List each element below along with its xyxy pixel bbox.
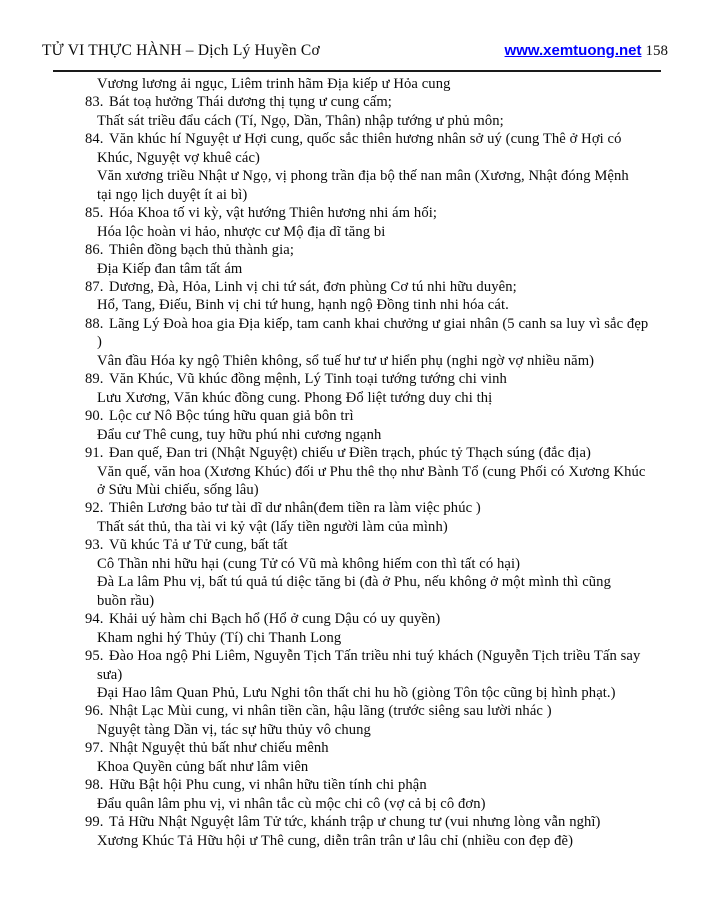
continuation-line [0, 389, 705, 407]
numbered-line [0, 776, 705, 794]
line-text: Khúc, Nguyệt vợ khuê các) [97, 149, 260, 166]
continuation-line [0, 186, 705, 204]
line-text: Đẩu quân lâm phu vị, vi nhân tắc cù mộc chi cô (vợ cả bị cô đơn) [97, 795, 486, 812]
header-right [505, 42, 668, 60]
continuation-line [0, 592, 705, 610]
line-text: Hổ, Tang, Điếu, Binh vị chi tứ hung, hạnh ngộ Đồng tinh nhi hóa cát. [97, 297, 509, 314]
line-text: Vũ khúc Tả ư Tử cung, bất tất [109, 537, 288, 554]
line-text: Nhật Lạc Mùi cung, vi nhân tiền cần, hậu lãng (trước siêng sau lười nhác ) [109, 703, 552, 720]
line-text: Nguyệt tàng Dần vị, tác sự hữu thủy vô chung [97, 721, 371, 738]
numbered-line [0, 370, 705, 388]
page-header [42, 42, 668, 60]
line-text: Khoa Quyền củng bất như lâm viên [97, 758, 309, 775]
continuation-line [0, 684, 705, 702]
line-text: Đan quế, Đan tri (Nhật Nguyệt) chiếu ư Điền trạch, phúc tỷ Thạch súng (đắc địa) [109, 445, 591, 462]
continuation-line [0, 832, 705, 850]
line-text: Văn xương triều Nhật ư Ngọ, vị phong trần địa bộ thế nan mân (Xương, Nhật đóng Mệnh [97, 168, 629, 185]
line-text: ở Sửu Mùi chiếu, sống lâu) [97, 481, 259, 498]
line-text: Thất sát thủ, tha tài vi kỷ vật (lấy tiền người làm của mình) [97, 518, 448, 535]
continuation-line [0, 167, 705, 185]
page-number: 158 [645, 43, 668, 59]
continuation-line [0, 296, 705, 314]
item-number: 91. [85, 445, 104, 462]
numbered-line [0, 702, 705, 720]
continuation-line [0, 629, 705, 647]
line-text: Đại Hao lâm Quan Phủ, Lưu Nghi tôn thất chi hu hồ (giòng Tôn tộc cũng bị hình phạt.) [97, 684, 616, 701]
numbered-line [0, 315, 705, 333]
continuation-line [0, 149, 705, 167]
item-number: 89. [85, 371, 104, 388]
line-text: Lưu Xương, Văn khúc đồng cung. Phong Đổ liệt tướng duy chi thị [97, 389, 493, 406]
continuation-line [0, 426, 705, 444]
line-text: Thiên Lương bảo tư tài dĩ dư nhân(đem tiền ra làm việc phúc ) [109, 500, 481, 517]
line-text: Lộc cư Nô Bộc túng hữu quan giả bôn trì [109, 408, 354, 425]
item-number: 96. [85, 703, 104, 720]
line-text: Khải uý hàm chi Bạch hổ (Hổ ở cung Dậu có uy quyền) [109, 611, 441, 628]
continuation-line [0, 573, 705, 591]
document-body [0, 75, 705, 850]
continuation-line [0, 795, 705, 813]
line-text: Văn khúc hí Nguyệt ư Hợi cung, quốc sắc thiên hương nhân sở uý (cung Thê ở Hợi có [109, 131, 622, 148]
numbered-line [0, 813, 705, 831]
item-number: 92. [85, 500, 104, 517]
continuation-line [0, 463, 705, 481]
document-title: TỬ VI THỰC HÀNH – Dịch Lý Huyền Cơ [42, 42, 320, 59]
continuation-line [0, 112, 705, 130]
line-text: Dương, Đà, Hỏa, Linh vị chi tứ sát, đơn phùng Cơ tú nhi hữu duyên; [109, 278, 517, 295]
numbered-line [0, 739, 705, 757]
line-text: Lãng Lý Đoà hoa gia Địa kiếp, tam canh khai chưởng ư giai nhân (5 canh sa luy vì sắc đẹp [109, 315, 649, 332]
item-number: 88. [85, 315, 104, 332]
item-number: 86. [85, 242, 104, 259]
continuation-line [0, 223, 705, 241]
continuation-line [0, 333, 705, 351]
continuation-line [0, 518, 705, 536]
line-text: Vương lương ải ngục, Liêm trinh hãm Địa kiếp ư Hỏa cung [97, 76, 451, 92]
line-text: Nhật Nguyệt thủ bất như chiếu mênh [109, 740, 329, 757]
line-text: Tả Hữu Nhật Nguyệt lâm Tử tức, khánh trập ư chung tư (vui nhưng lòng vẫn nghĩ) [109, 814, 601, 831]
line-text: buồn rầu) [97, 592, 155, 609]
numbered-line [0, 536, 705, 554]
item-number: 85. [85, 205, 104, 222]
item-number: 98. [85, 777, 104, 794]
line-text: Hữu Bật hội Phu cung, vi nhân hữu tiền tính chi phận [109, 777, 427, 794]
line-text: ) [97, 334, 102, 351]
numbered-line [0, 647, 705, 665]
line-text: Cô Thần nhi hữu hại (cung Tử có Vũ mà không hiếm con thì tất có hại) [97, 555, 521, 572]
item-number: 99. [85, 814, 104, 831]
header-divider [53, 70, 661, 72]
line-text: Xương Khúc Tả Hữu hội ư Thê cung, diễn trân trân ư lâu chỉ (nhiều con đẹp đẽ) [97, 832, 574, 849]
item-number: 94. [85, 611, 104, 628]
numbered-line [0, 278, 705, 296]
continuation-line [0, 758, 705, 776]
line-text: tại ngọ lịch duyệt ít ai bì) [97, 186, 248, 203]
continuation-line [0, 352, 705, 370]
numbered-line [0, 407, 705, 425]
line-text: Bát toạ hưởng Thái dương thị tụng ư cung cấm; [109, 94, 392, 111]
numbered-line [0, 93, 705, 111]
line-text: Vân đầu Hóa ky ngộ Thiên không, sổ tuế hư tư ư hiển phụ (nghi ngờ vợ nhiều năm) [97, 352, 595, 369]
line-text: Văn quế, văn hoa (Xương Khúc) đối ư Phu thê thọ như Bành Tổ (cung Phối có Xương Khúc [97, 463, 646, 480]
numbered-line [0, 610, 705, 628]
line-text: Thất sát triều đẩu cách (Tí, Ngọ, Dần, Thân) nhập tướng ư phủ môn; [97, 112, 504, 129]
line-text: Hóa Khoa tố vi kỳ, vật hướng Thiên hương nhi ám hối; [109, 205, 438, 222]
website-link[interactable]: www.xemtuong.net [504, 42, 642, 59]
line-text: Đẩu cư Thê cung, tuy hữu phú nhi cương ngạnh [97, 426, 382, 443]
item-number: 93. [85, 537, 104, 554]
line-text: Văn Khúc, Vũ khúc đồng mệnh, Lý Tinh toại tướng tướng chi vinh [109, 371, 507, 388]
line-text: sưa) [97, 666, 123, 683]
continuation-line [0, 481, 705, 499]
line-text: Kham nghi hý Thủy (Tí) chi Thanh Long [97, 629, 342, 646]
numbered-line [0, 130, 705, 148]
item-number: 84. [85, 131, 104, 148]
item-number: 87. [85, 278, 104, 295]
numbered-line [0, 204, 705, 222]
line-text: Hóa lộc hoàn vi hảo, nhược cư Mộ địa dĩ tăng bi [97, 223, 386, 240]
item-number: 90. [85, 408, 104, 425]
line-text: Đào Hoa ngộ Phi Liêm, Nguyễn Tịch Tấn triều nhi tuý khách (Nguyễn Tịch triều Tấn say [109, 648, 641, 665]
line-text: Thiên đồng bạch thủ thành gia; [109, 242, 294, 259]
numbered-line [0, 499, 705, 517]
item-number: 97. [85, 740, 104, 757]
line-text: Đà La lâm Phu vị, bất tú quả tú diệc tăng bi (đà ở Phu, nếu không ở một mình thì cũng [97, 574, 611, 591]
continuation-line [0, 260, 705, 278]
numbered-line [0, 241, 705, 259]
continuation-line [0, 75, 705, 93]
continuation-line [0, 555, 705, 573]
continuation-line [0, 721, 705, 739]
continuation-line [0, 666, 705, 684]
line-text: Địa Kiếp đan tâm tất ám [97, 260, 243, 277]
numbered-line [0, 444, 705, 462]
item-number: 83. [85, 94, 104, 111]
item-number: 95. [85, 648, 104, 665]
